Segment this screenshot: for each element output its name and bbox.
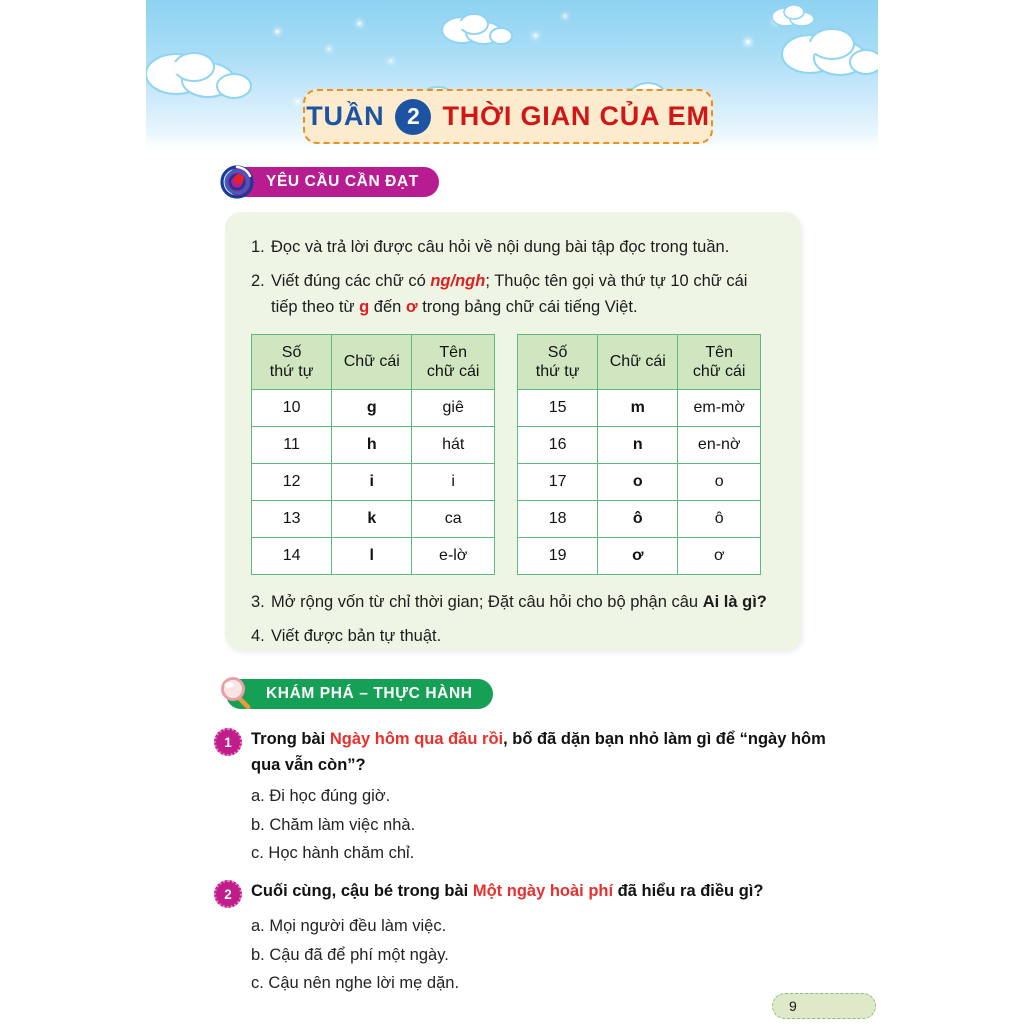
- requirement-item: [251, 268, 775, 321]
- week-theme-title: THỜI GIAN CỦA EM: [442, 101, 710, 131]
- cell-letter: i: [332, 464, 412, 501]
- star-sparkle: [390, 60, 392, 62]
- requirement-number: 3.: [251, 593, 265, 612]
- question-header: [214, 879, 834, 908]
- text-fragment: đã hiểu ra điều gì?: [613, 882, 764, 901]
- table-row: [252, 390, 495, 427]
- cell-order-number: 11: [252, 427, 332, 464]
- text-fragment: g: [359, 298, 370, 317]
- alphabet-table: [251, 334, 495, 575]
- cell-order-number: 15: [518, 390, 598, 427]
- answer-option[interactable]: b. Cậu đã để phí một ngày.: [251, 945, 449, 964]
- requirement-number: 1.: [251, 238, 265, 256]
- cell-order-number: 13: [252, 501, 332, 538]
- cell-order-number: 10: [252, 390, 332, 427]
- text-fragment: đến: [369, 298, 406, 317]
- text-fragment: Ngày hôm qua đâu rồi: [329, 730, 504, 748]
- requirement-item: [251, 623, 775, 650]
- requirement-item: [251, 589, 775, 616]
- cloud-icon: [776, 20, 878, 80]
- requirement-text: [271, 234, 775, 261]
- star-sparkle: [358, 22, 361, 25]
- text-fragment: Trong bài: [251, 730, 330, 748]
- answer-option[interactable]: c. Học hành chăm chỉ.: [251, 843, 415, 862]
- table-column-header: Số thứ tự: [252, 335, 332, 390]
- table-row: [252, 501, 495, 538]
- answer-option[interactable]: c. Cậu nên nghe lời mẹ dặn.: [251, 974, 460, 992]
- text-fragment: ng/ngh: [430, 271, 486, 290]
- table-row: [518, 390, 761, 427]
- week-title-plate: [303, 89, 713, 144]
- table-column-header: Tên chữ cái: [678, 335, 761, 390]
- cell-letter-name: ca: [412, 501, 495, 538]
- answer-option[interactable]: b. Chăm làm việc nhà.: [251, 815, 416, 834]
- week-label: TUẦN: [306, 101, 385, 131]
- cell-letter-name: i: [412, 464, 495, 501]
- cell-letter: n: [598, 427, 678, 464]
- requirements-card: [225, 212, 801, 650]
- text-fragment: Viết được bản tự thuật.: [271, 626, 442, 645]
- table-column-header: Số thứ tự: [518, 335, 598, 390]
- question-number-badge: 1: [214, 728, 242, 756]
- text-fragment: Viết đúng các chữ có: [271, 271, 431, 290]
- cell-letter: m: [598, 390, 678, 427]
- practice-questions: [214, 727, 834, 1009]
- cell-letter-name: em-mờ: [678, 390, 761, 427]
- magnifying-glass-icon: [217, 674, 257, 714]
- cell-letter: o: [598, 464, 678, 501]
- table-row: [252, 464, 495, 501]
- spiral-target-icon: [217, 162, 257, 202]
- text-fragment: ; Thuộc tên gọi và thứ tự 10 chữ cái tiếp theo từ: [271, 271, 748, 317]
- cell-letter: h: [332, 427, 412, 464]
- table-row: [518, 501, 761, 538]
- alphabet-table: [517, 334, 761, 575]
- answer-option-list: [251, 912, 834, 997]
- cloud-icon: [146, 48, 254, 100]
- cell-order-number: 19: [518, 538, 598, 575]
- table-row: [518, 538, 761, 575]
- question-number-badge: 2: [214, 880, 242, 908]
- alphabet-tables-row: [251, 334, 775, 575]
- section-badge-practice-label: KHÁM PHÁ – THỰC HÀNH: [266, 685, 473, 702]
- answer-option[interactable]: a. Đi học đúng giờ.: [251, 787, 391, 806]
- cell-letter: k: [332, 501, 412, 538]
- cell-letter-name: ơ: [678, 538, 761, 575]
- text-fragment: ơ: [405, 298, 418, 317]
- star-sparkle: [328, 48, 330, 50]
- cell-letter-name: e-lờ: [412, 538, 495, 575]
- cell-letter: ô: [598, 501, 678, 538]
- question-text: [251, 727, 834, 778]
- star-sparkle: [746, 40, 750, 44]
- cell-order-number: 12: [252, 464, 332, 501]
- table-row: [252, 427, 495, 464]
- table-column-header: Chữ cái: [598, 335, 678, 390]
- cell-order-number: 14: [252, 538, 332, 575]
- text-fragment: Mở rộng vốn từ chỉ thời gian; Đặt câu hỏi cho bộ phận câu: [271, 593, 703, 612]
- table-row: [518, 427, 761, 464]
- table-header-row: [252, 335, 495, 390]
- text-fragment: Một ngày hoài phí: [472, 882, 614, 901]
- requirement-item: [251, 234, 775, 261]
- page-number-value: 9: [789, 998, 797, 1014]
- cloud-icon: [438, 10, 514, 46]
- text-fragment: , bố đã dặn bạn nhỏ làm gì để “ngày hôm qua vẫn còn”?: [251, 730, 826, 774]
- text-fragment: trong bảng chữ cái tiếng Việt.: [417, 298, 638, 317]
- question-block: [214, 879, 834, 997]
- text-fragment: Cuối cùng, cậu bé trong bài: [251, 882, 473, 901]
- requirement-text: [271, 589, 775, 616]
- section-badge-requirements-label: YÊU CẦU CẦN ĐẠT: [266, 173, 419, 190]
- star-sparkle: [296, 100, 299, 103]
- question-header: [214, 727, 834, 778]
- requirements-list-continued: [251, 589, 775, 649]
- requirement-number: 4.: [251, 626, 265, 645]
- table-column-header: Chữ cái: [332, 335, 412, 390]
- cell-order-number: 18: [518, 501, 598, 538]
- section-badge-requirements: [226, 167, 439, 197]
- cell-letter-name: hát: [412, 427, 495, 464]
- cell-order-number: 17: [518, 464, 598, 501]
- text-fragment: Đọc và trả lời được câu hỏi về nội dung bài tập đọc trong tuần.: [271, 238, 730, 256]
- requirement-number: 2.: [251, 271, 265, 290]
- star-sparkle: [534, 34, 537, 37]
- cell-letter-name: giê: [412, 390, 495, 427]
- table-row: [518, 464, 761, 501]
- page-number: [772, 993, 876, 1019]
- question-text: [251, 879, 834, 905]
- requirement-text: [271, 623, 775, 650]
- cell-letter-name: ô: [678, 501, 761, 538]
- answer-option[interactable]: a. Mọi người đều làm việc.: [251, 917, 447, 936]
- requirement-text: [271, 268, 775, 321]
- cell-letter: ơ: [598, 538, 678, 575]
- question-block: [214, 727, 834, 867]
- answer-option-list: [251, 782, 834, 867]
- star-sparkle: [276, 30, 279, 33]
- table-row: [252, 538, 495, 575]
- table-column-header: Tên chữ cái: [412, 335, 495, 390]
- section-badge-practice: [226, 679, 493, 709]
- cell-letter-name: en-nờ: [678, 427, 761, 464]
- cell-letter: l: [332, 538, 412, 575]
- star-sparkle: [564, 15, 566, 17]
- table-header-row: [518, 335, 761, 390]
- week-number-badge: 2: [395, 99, 431, 135]
- cell-letter-name: o: [678, 464, 761, 501]
- cell-order-number: 16: [518, 427, 598, 464]
- requirements-list: [251, 234, 775, 321]
- text-fragment: Ai là gì?: [702, 593, 767, 612]
- cloud-icon: [770, 2, 820, 28]
- cell-letter: g: [332, 390, 412, 427]
